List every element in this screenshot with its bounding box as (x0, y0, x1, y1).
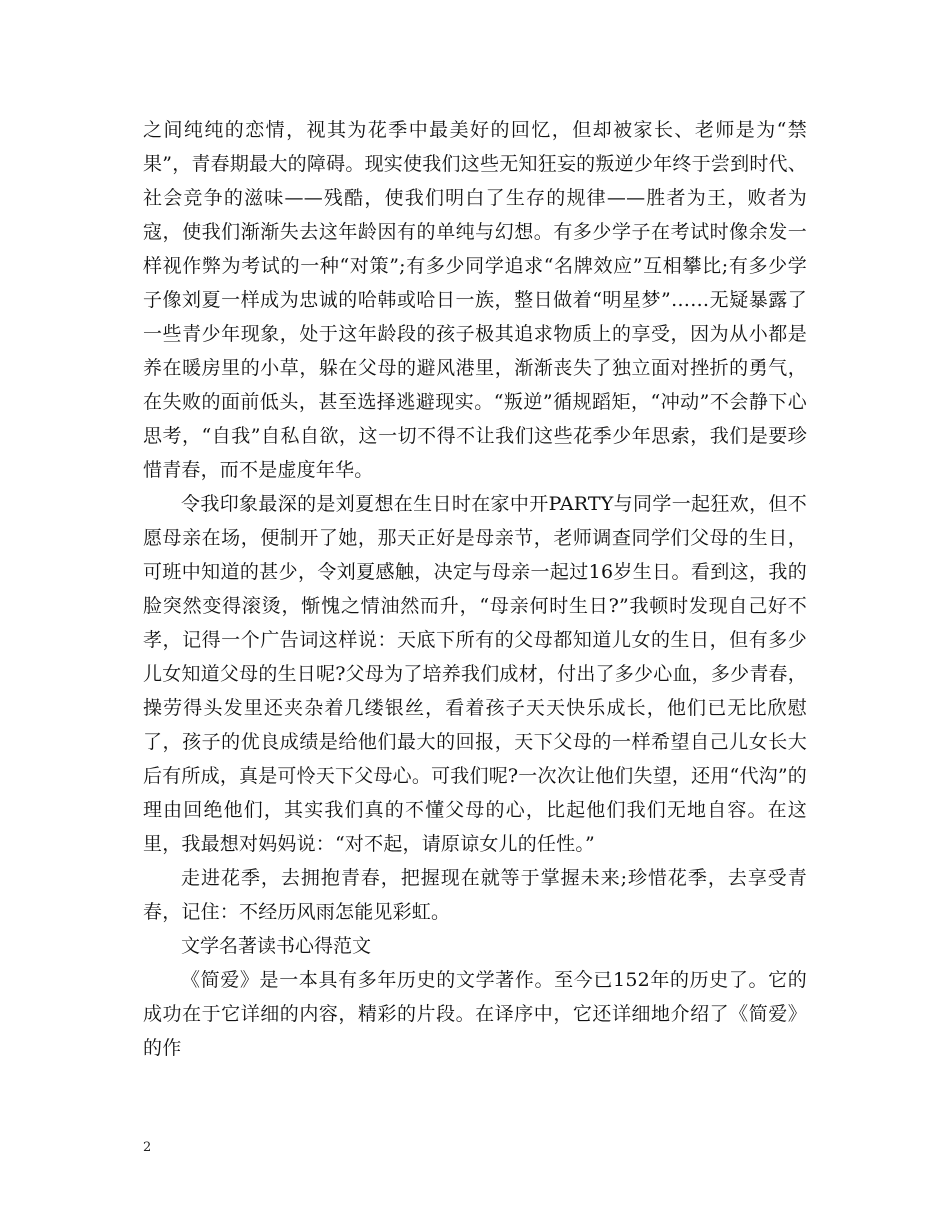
page-number: 2 (143, 1140, 152, 1155)
paragraph-jane-eyre: 《简爱》是一本具有多年历史的文学著作。至今已152年的历史了。它的成功在于它详细的内容，精彩的片段。在译序中，它还详细地介绍了《简爱》的作 (143, 969, 807, 1059)
paragraph-birthday-memory: 令我印象最深的是刘夏想在生日时在家中开PARTY与同学一起狂欢，但不愿母亲在场，便制开了她，那天正好是母亲节，老师调查同学们父母的生日，可班中知道的甚少，令刘夏感触，决定与母亲一起过16岁生日。看到这，我的脸突然变得滚烫，惭愧之情油然而升，“母亲何时生日?”我顿时发现自己好不孝，记得一个广告词这样说：天底下所有的父母都知道儿女的生日，但有多少儿女知道父母的生日呢?父母为了培养我们成材，付出了多少心血，多少青春，操劳得头发里还夹杂着几缕银丝，看着孩子天天快乐成长，他们已无比欣慰了，孩子的优良成绩是给他们最大的回报，天下父母的一样希望自己儿女长大后有所成，真是可怜天下父母心。可我们呢?一次次让他们失望，还用“代沟”的理由回绝他们，其实我们真的不懂父母的心，比起他们我们无地自容。在这里，我最想对妈妈说：“对不起，请原谅女儿的任性。” (143, 493, 807, 855)
section-heading: 文学名著读书心得范文 (181, 935, 372, 957)
paragraph-conclusion: 走进花季，去拥抱青春，把握现在就等于掌握未来;珍惜花季，去享受青春，记住：不经历风雨怎能见彩虹。 (143, 867, 807, 923)
document-body (143, 113, 807, 1065)
paragraph-continuation: 之间纯纯的恋情，视其为花季中最美好的回忆，但却被家长、老师是为“禁果”，青春期最大的障碍。现实使我们这些无知狂妄的叛逆少年终于尝到时代、社会竞争的滋味——残酷，使我们明白了生存的规律——胜者为王，败者为寇，使我们渐渐失去这年龄因有的单纯与幻想。有多少学子在考试时像余发一样视作弊为考试的一种“对策”;有多少同学追求“名牌效应”互相攀比;有多少学子像刘夏一样成为忠诚的哈韩或哈日一族，整日做着“明星梦”……无疑暴露了一些青少年现象，处于这年龄段的孩子极其追求物质上的享受，因为从小都是养在暖房里的小草，躲在父母的避风港里，渐渐丧失了独立面对挫折的勇气，在失败的面前低头，甚至选择逃避现实。“叛逆”循规蹈矩，“冲动”不会静下心思考，“自我”自私自欲，这一切不得不让我们这些花季少年思索，我们是要珍惜青春，而不是虚度年华。 (143, 119, 807, 481)
